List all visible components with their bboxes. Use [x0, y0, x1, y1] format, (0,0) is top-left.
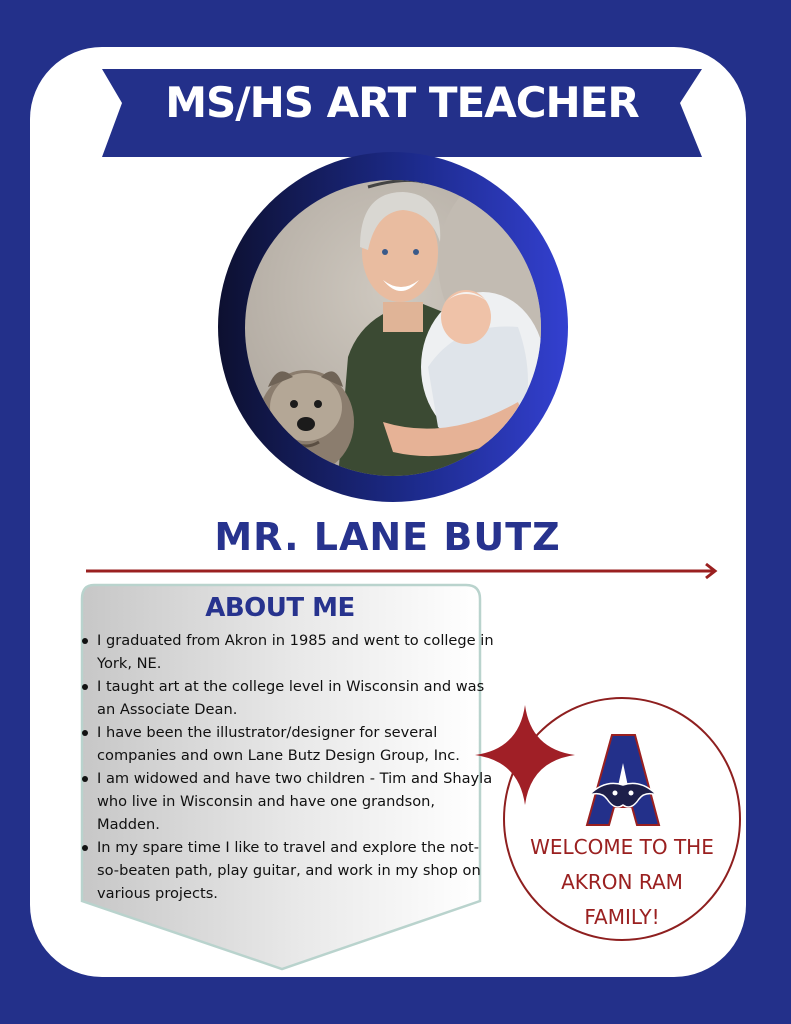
section-divider-arrow: [86, 562, 720, 580]
title-banner: [102, 69, 702, 159]
page-title: MS/HS ART TEACHER: [165, 78, 639, 127]
list-item: I have been the illustrator/designer for several companies and own Lane Butz Design Group, Inc.: [97, 721, 497, 767]
list-item: I am widowed and have two children - Tim and Shayla who live in Wisconsin and have one grandson, Madden.: [97, 767, 497, 836]
list-item: In my spare time I like to travel and explore the not-so-beaten path, play guitar, and work in my shop on various projects.: [97, 836, 497, 905]
teacher-name: MR. LANE BUTZ: [214, 515, 561, 559]
about-me-list: [80, 629, 497, 905]
list-item: I graduated from Akron in 1985 and went to college in York, NE.: [97, 629, 497, 675]
welcome-line: WELCOME TO THE: [530, 835, 714, 859]
sparkle-star-icon: [475, 705, 575, 805]
list-item: I taught art at the college level in Wisconsin and was an Associate Dean.: [97, 675, 497, 721]
about-me-heading: ABOUT ME: [205, 593, 355, 623]
teacher-portrait: [218, 152, 568, 502]
portrait-photo: [218, 152, 568, 502]
akron-ram-logo-icon: [585, 733, 661, 828]
about-me-panel: [80, 583, 494, 971]
welcome-line: FAMILY!: [584, 905, 660, 929]
welcome-line: AKRON RAM: [561, 870, 683, 894]
welcome-message: [505, 830, 739, 935]
